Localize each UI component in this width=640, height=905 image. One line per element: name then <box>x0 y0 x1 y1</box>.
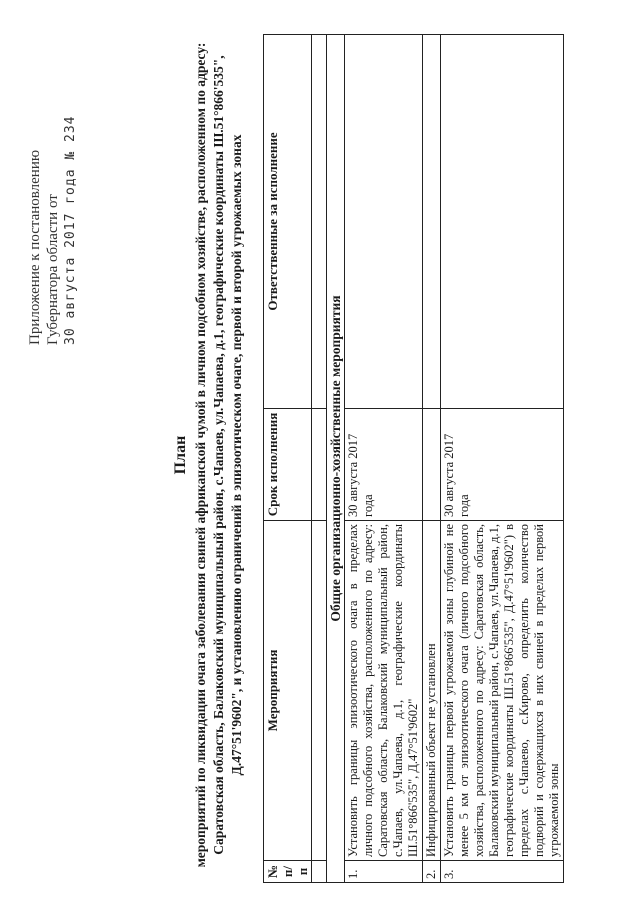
row-deadline: 30 августа 2017 года <box>345 409 423 521</box>
header-measures: Мероприятия <box>264 521 312 861</box>
approval-line-3: 30 августа 2017 года № 234 <box>63 115 78 345</box>
header-responsible: Ответственные за исполнение <box>264 35 312 409</box>
row-deadline <box>423 409 441 521</box>
measures-table <box>263 34 564 883</box>
row-responsible <box>441 35 564 409</box>
table-row <box>423 35 441 883</box>
section-title: Общие организационно-хозяйственные мероприятия <box>327 35 345 883</box>
row-measure: Установить границы первой угрожаемой зоны глубиной не менее 5 км от эпизоотического очага (личного подсобного хозяйства, расположенного по адресу: Саратовская область, Балаковский муниципальный район, с.Чапаев, ул.Чапаева, д.1, географические координаты Ш.51°866'535", Д.47°51'9602") в пределах с.Чапаево, с.Кирово, определить количество подворий и содержащихся в них свиней в пределах первой угрожаемой зоны <box>441 521 564 861</box>
row-measure: Инфицированный объект не установлен <box>423 521 441 861</box>
row-deadline: 30 августа 2017 года <box>441 409 564 521</box>
section-row <box>327 35 345 883</box>
document-page <box>0 5 640 905</box>
table-header-row <box>264 35 312 883</box>
row-num: 1. <box>345 861 423 883</box>
table-row <box>441 35 564 883</box>
row-num: 3. <box>441 861 564 883</box>
approval-line-1: Приложение к постановлению <box>27 149 43 345</box>
header-deadline: Срок исполнения <box>264 409 312 521</box>
table-row <box>345 35 423 883</box>
row-responsible <box>345 35 423 409</box>
title-subtitle: мероприятий по ликвидации очага заболевания свиней африканской чумой в личном подсобном хозяйстве, расположенном по адресу: Саратовская область, Балаковский муниципальный район, с.Чапаев, ул.Чапаева, д.1, географические координаты Ш.51°866'535", Д.47°51'9602", и установлению ограничений в эпизоотическом очаге, первой и второй угрожаемых зонах <box>193 42 244 868</box>
title-main: План <box>172 435 189 475</box>
approval-line-2: Губернатора области от <box>45 194 61 345</box>
approval-stamp <box>26 25 80 345</box>
column-index-row <box>312 35 327 883</box>
document-title <box>172 17 246 893</box>
row-responsible <box>423 35 441 409</box>
header-num: № п/п <box>264 861 312 883</box>
row-measure: Установить границы эпизоотического очага в пределах личного подсобного хозяйства, расположенного по адресу: Саратовская область, Балаковский муниципальный район, с.Чапаев, ул.Чапаева, д.1, географические координаты Ш.51°866'535", Д.47°51'9602" <box>345 521 423 861</box>
row-num: 2. <box>423 861 441 883</box>
